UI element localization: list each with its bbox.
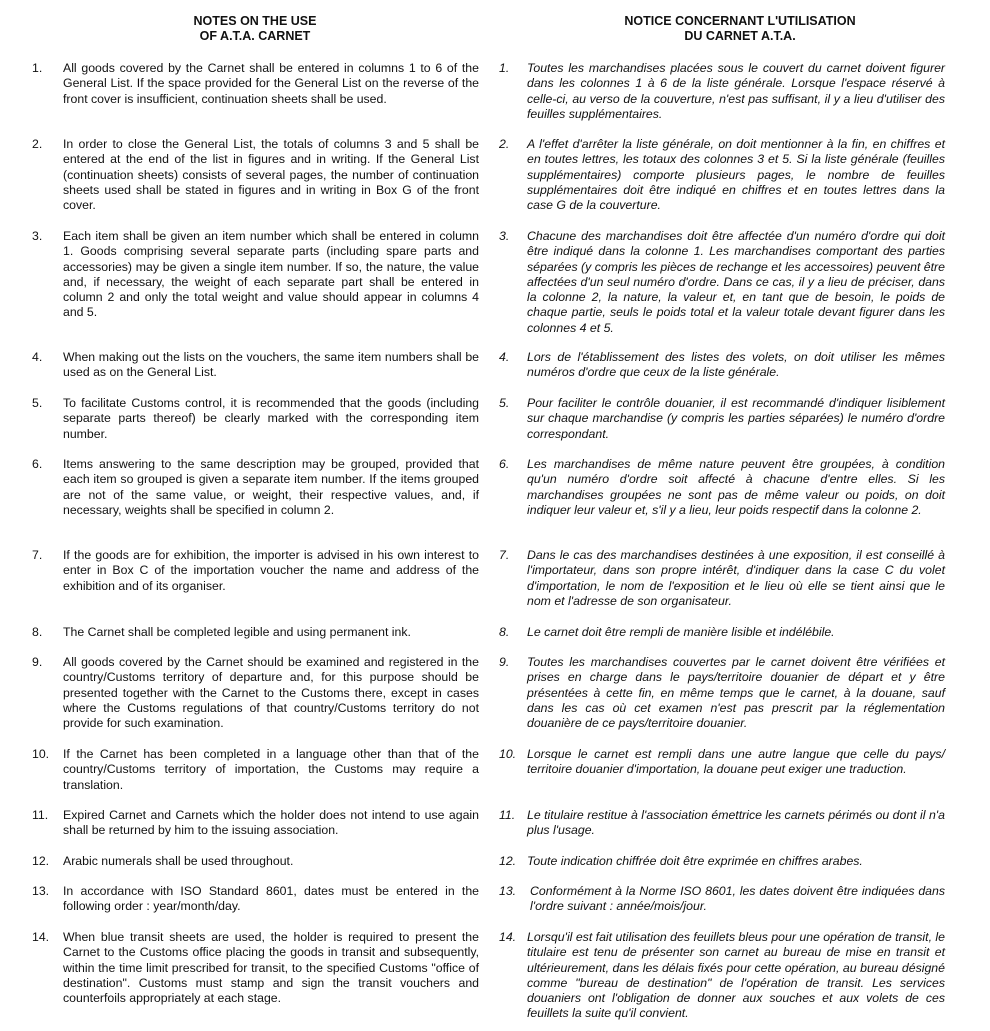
note-number-french: 14.	[499, 930, 517, 944]
note-number-french: 13.	[499, 884, 517, 898]
note-text-french: Lorsqu'il est fait utilisation des feuillets bleus pour une opération de transit, le titulaire est tenu de présenter son carnet au bureau de mise en transit et ultérieurement, dans les délais fixés pour cette opération, au bureau désigné comme "bureau de destination" de l'opération de transit. Les services douaniers ont l'obligation de donner aux souches et aux volets de ces feuillets la suite qu'il convient.	[527, 930, 945, 1021]
note-text-french: Le titulaire restitue à l'association émettrice les carnets périmés ou dont il n'a plus l'usage.	[527, 808, 945, 838]
note-number: 12.	[32, 854, 50, 868]
note-text-english: The Carnet shall be completed legible and using permanent ink.	[63, 625, 411, 639]
note-number-french: 5.	[499, 396, 510, 410]
note-text-french: Dans le cas des marchandises destinées à une exposition, il est conseillé à l'importateur, dans son propre intérêt, d'indiquer dans la case C du volet d'importation, le nom de l'exposition et le lieu où elle se tient ainsi que le nom et l'adresse de son organisateur.	[527, 548, 945, 608]
note-text-french: Conformément à la Norme ISO 8601, les dates doivent être indiquées dans l'ordre suivant : année/mois/jour.	[530, 884, 945, 914]
note-number: 9.	[32, 655, 43, 669]
note-number: 4.	[32, 350, 43, 364]
note-text-english: All goods covered by the Carnet shall be entered in columns 1 to 6 of the General List. If the space provided for the General List on the reverse of the front cover is insufficient, continuation sheets shall be used.	[63, 61, 479, 106]
note-number-french: 8.	[499, 625, 510, 639]
note-number-french: 3.	[499, 229, 510, 243]
note-text-english: If the Carnet has been completed in a language other than that of the country/Customs territory of importation, the Customs may require a translation.	[63, 747, 479, 792]
note-number: 5.	[32, 396, 43, 410]
english-heading	[100, 14, 410, 44]
note-number: 6.	[32, 457, 43, 471]
note-text-french: Le carnet doit être rempli de manière lisible et indélébile.	[527, 625, 835, 639]
note-text-french: Toutes les marchandises couvertes par le carnet doivent être vérifiées et prises en charge dans le pays/territoire douanier de départ et y être présentées à cette fin, en même temps que le carnet, à la douane, sauf dans les cas où cet examen n'est pas prescrit par la réglementation douanière de ce pays/territoire douanier.	[527, 655, 945, 731]
english-heading-line-2: OF A.T.A. CARNET	[199, 29, 311, 43]
note-text-french: Pour faciliter le contrôle douanier, il est recommandé d'indiquer lisiblement sur chaque marchandise (y compris les parties séparées) le numéro d'ordre correspondant.	[527, 396, 945, 441]
note-text-english: When making out the lists on the vouchers, the same item numbers shall be used as on the General List.	[63, 350, 479, 380]
note-number-french: 10.	[499, 747, 517, 761]
note-number: 1.	[32, 61, 43, 75]
note-text-french: Lorsque le carnet est rempli dans une autre langue que celle du pays/ territoire douanier d'importation, la douane peut exiger une traduction.	[527, 747, 945, 777]
note-number-french: 11.	[499, 808, 516, 822]
note-text-english: In order to close the General List, the totals of columns 3 and 5 shall be entered at the end of the list in figures and in writing. If the General List (continuation sheets) consists of several pages, the number of continuation sheets used shall be stated in figures and in writing in Box G of the front cover.	[63, 137, 479, 213]
note-number: 14.	[32, 930, 50, 944]
note-number: 7.	[32, 548, 43, 562]
note-number-french: 1.	[499, 61, 510, 75]
note-number: 11.	[32, 808, 49, 822]
note-text-french: Toutes les marchandises placées sous le couvert du carnet doivent figurer dans les colonnes 1 à 6 de la liste générale. Lorsque l'espace réservé à celle-ci, au verso de la couverture, n'est pas suffisant, il y a lieu d'utiliser des feuilles supplémentaires.	[527, 61, 945, 121]
note-number-french: 7.	[499, 548, 510, 562]
note-text-french: Les marchandises de même nature peuvent être groupées, à condition qu'un numéro d'ordre soit affecté à chacune d'entre elles. Si les marchandises groupées ne sont pas de même valeur ou poids, on doit indiquer leur valeur et, s'il y a lieu, leur poids respectif dans la colonne 2.	[527, 457, 945, 517]
note-text-english: All goods covered by the Carnet should be examined and registered in the country/Customs territory of departure and, for this purpose should be presented together with the Carnet to the Customs there, except in cases where the Customs regulations of that country/Customs territory do not provide for such examination.	[63, 655, 479, 731]
note-text-french: Lors de l'établissement des listes des volets, on doit utiliser les mêmes numéros d'ordre que ceux de la liste générale.	[527, 350, 945, 380]
note-number-french: 2.	[499, 137, 510, 151]
note-text-english: If the goods are for exhibition, the importer is advised in his own interest to enter in Box C of the importation voucher the name and address of the exhibition and of its organiser.	[63, 548, 479, 593]
note-text-english: Arabic numerals shall be used throughout.	[63, 854, 294, 868]
note-number: 13.	[32, 884, 50, 898]
note-text-english: Each item shall be given an item number which shall be entered in column 1. Goods comprising several separate parts (including spare parts and accessories) may be given a single item number. If so, the nature, the value and, if necessary, the weight of each separate part shall be entered in column 2 and only the total weight and value should appear in columns 4 and 5.	[63, 229, 479, 320]
note-number-french: 6.	[499, 457, 510, 471]
note-text-english: To facilitate Customs control, it is recommended that the goods (including separate parts thereof) be clearly marked with the corresponding item number.	[63, 396, 479, 441]
note-text-english: When blue transit sheets are used, the holder is required to present the Carnet to the Customs office placing the goods in transit and subsequently, within the time limit prescribed for transit, to the specified Customs "office of destination". Customs must stamp and sign the transit vouchers and counterfoils appropriately at each stage.	[63, 930, 479, 1006]
note-text-english: Items answering to the same description may be grouped, provided that each item so grouped is given a separate item number. If the items grouped are not of the same value, or weight, their respective values, and, if necessary, weights shall be specified in column 2.	[63, 457, 479, 517]
note-number-french: 9.	[499, 655, 510, 669]
note-text-french: A l'effet d'arrêter la liste générale, on doit mentionner à la fin, en chiffres et en toutes lettres, les totaux des colonnes 3 et 5. Si la liste générale (feuilles supplémentaires) comporte plusieurs pages, le nombre de feuilles supplémentaires doit être indiqué en chiffres et en toutes lettres dans la case G de la couverture.	[527, 137, 945, 213]
note-number: 8.	[32, 625, 43, 639]
note-number: 2.	[32, 137, 43, 151]
note-number-french: 4.	[499, 350, 510, 364]
french-heading-line-1: NOTICE CONCERNANT L'UTILISATION	[624, 14, 856, 28]
note-text-french: Toute indication chiffrée doit être exprimée en chiffres arabes.	[527, 854, 863, 868]
note-number-french: 12.	[499, 854, 517, 868]
english-heading-line-1: NOTES ON THE USE	[193, 14, 317, 28]
french-heading-line-2: DU CARNET A.T.A.	[684, 29, 796, 43]
french-heading	[540, 14, 940, 44]
note-text-english: In accordance with ISO Standard 8601, dates must be entered in the following order : year/month/day.	[63, 884, 479, 914]
note-number: 3.	[32, 229, 43, 243]
page-header	[0, 14, 990, 48]
note-text-french: Chacune des marchandises doit être affectée d'un numéro d'ordre qui doit être indiqué dans la colonne 1. Les marchandises comportant des parties séparées (y compris les pièces de rechange et les accessoires) peuvent être affectées d'un seul numéro d'ordre. Dans ce cas, il y a lieu de préciser, dans la colonne 2, la nature, la valeur et, en tant que de besoin, le poids de chaque partie, seuls le poids total et la valeur totale devant figurer dans les colonnes 4 et 5.	[527, 229, 945, 335]
note-text-english: Expired Carnet and Carnets which the holder does not intend to use again shall be returned by him to the issuing association.	[63, 808, 479, 838]
note-number: 10.	[32, 747, 50, 761]
